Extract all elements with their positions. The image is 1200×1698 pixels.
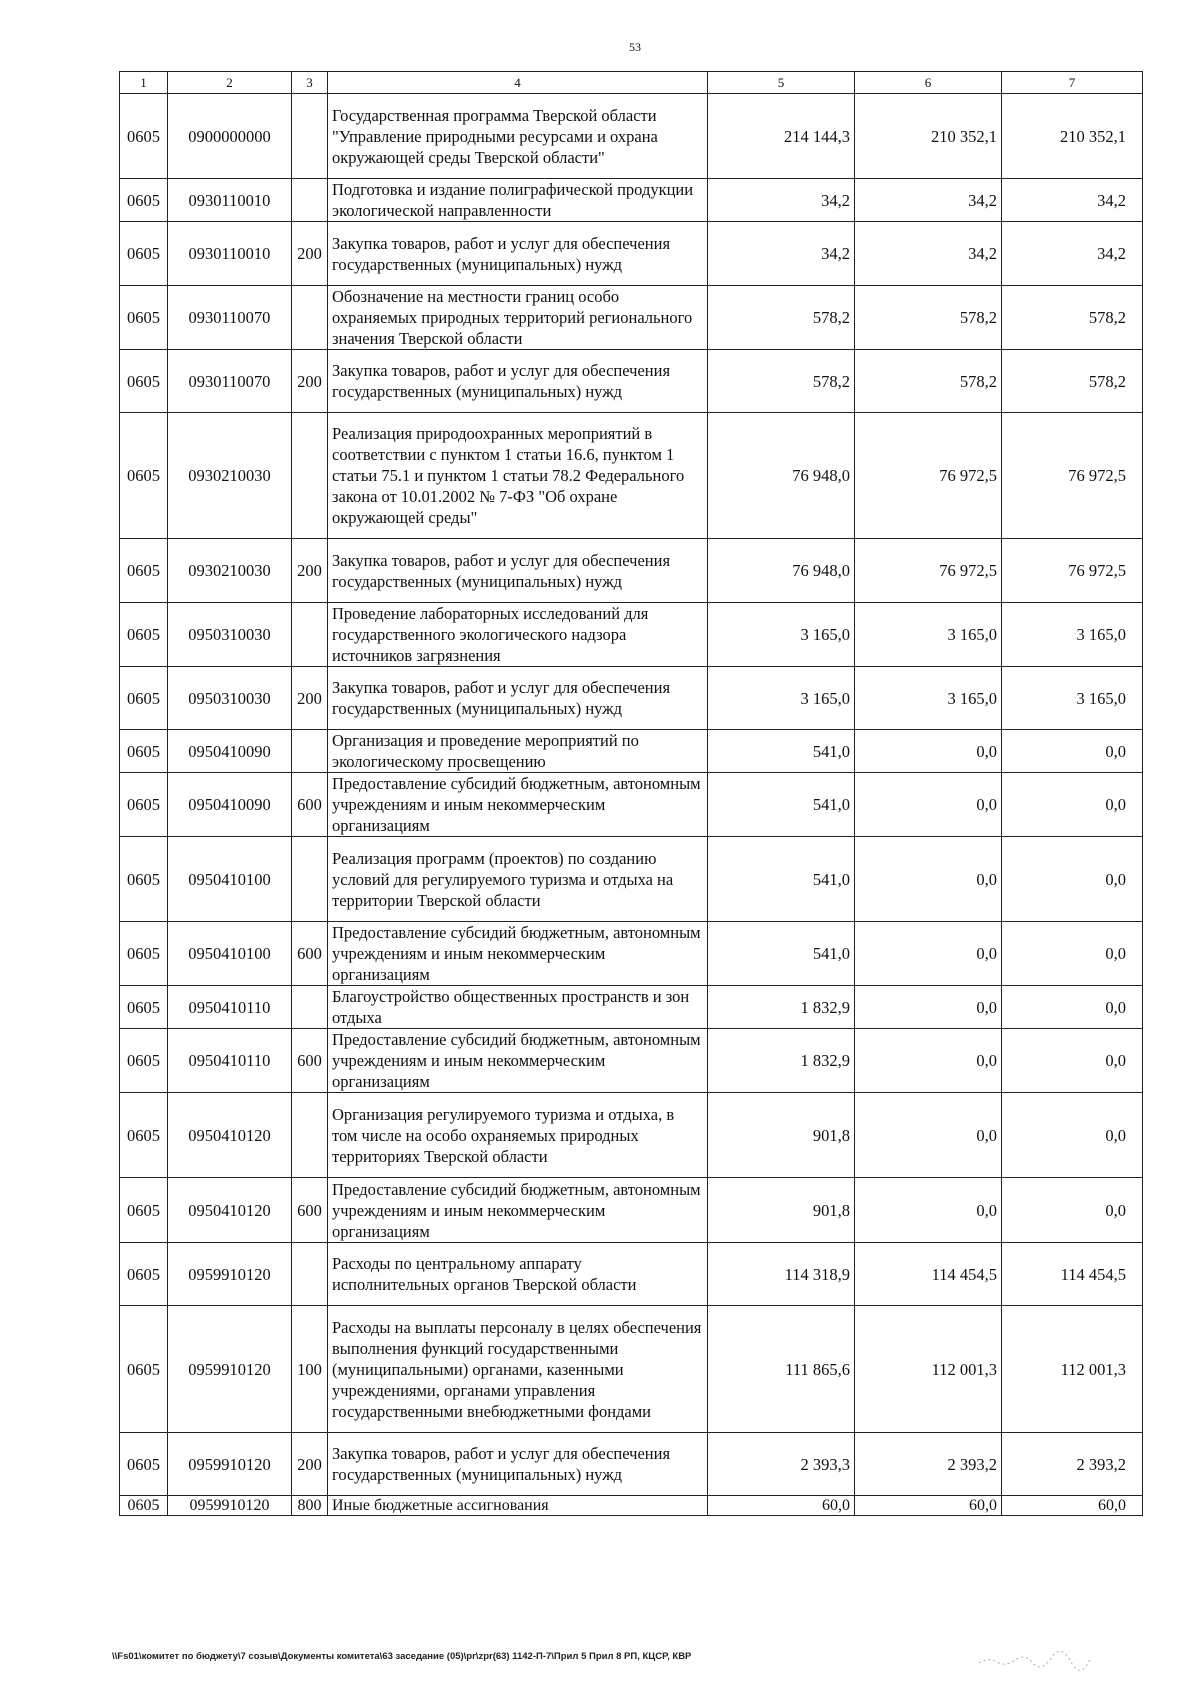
amount-year-3-cell: 0,0 (1002, 837, 1143, 922)
item-name-cell: Реализация программ (проектов) по созданию условий для регулируемого туризма и отдыха на территории Тверской области (328, 837, 708, 922)
section-code-cell: 0605 (120, 1306, 168, 1433)
item-name-cell: Благоустройство общественных пространств и зон отдыха (328, 986, 708, 1029)
section-code-cell: 0605 (120, 773, 168, 837)
expense-type-code-cell (292, 413, 328, 539)
table-row (120, 179, 1143, 222)
section-code-cell: 0605 (120, 539, 168, 603)
amount-year-2-cell: 3 165,0 (855, 667, 1002, 730)
expense-type-code-cell (292, 603, 328, 667)
amount-year-3-cell: 60,0 (1002, 1496, 1143, 1516)
amount-year-3-cell: 112 001,3 (1002, 1306, 1143, 1433)
amount-year-2-cell: 578,2 (855, 350, 1002, 413)
item-name-cell: Предоставление субсидий бюджетным, автономным учреждениям и иным некоммерческим организациям (328, 1029, 708, 1093)
item-name-cell: Расходы по центральному аппарату исполнительных органов Тверской области (328, 1243, 708, 1306)
header-cell: 4 (328, 72, 708, 94)
section-code-cell: 0605 (120, 1496, 168, 1516)
table-row (120, 837, 1143, 922)
expense-type-code-cell: 600 (292, 922, 328, 986)
amount-year-1-cell: 214 144,3 (708, 94, 855, 179)
header-cell: 7 (1002, 72, 1143, 94)
target-article-code-cell: 0950410100 (168, 922, 292, 986)
expense-type-code-cell: 200 (292, 1433, 328, 1496)
item-name-cell: Закупка товаров, работ и услуг для обеспечения государственных (муниципальных) нужд (328, 1433, 708, 1496)
amount-year-2-cell: 0,0 (855, 1178, 1002, 1243)
amount-year-3-cell: 76 972,5 (1002, 413, 1143, 539)
target-article-code-cell: 0930210030 (168, 413, 292, 539)
amount-year-3-cell: 578,2 (1002, 286, 1143, 350)
item-name-cell: Предоставление субсидий бюджетным, автономным учреждениям и иным некоммерческим организациям (328, 922, 708, 986)
amount-year-2-cell: 34,2 (855, 179, 1002, 222)
amount-year-2-cell: 76 972,5 (855, 413, 1002, 539)
target-article-code-cell: 0959910120 (168, 1306, 292, 1433)
amount-year-1-cell: 541,0 (708, 730, 855, 773)
expense-type-code-cell (292, 730, 328, 773)
amount-year-3-cell: 0,0 (1002, 922, 1143, 986)
target-article-code-cell: 0950410120 (168, 1178, 292, 1243)
amount-year-1-cell: 2 393,3 (708, 1433, 855, 1496)
table-row (120, 1243, 1143, 1306)
header-cell: 6 (855, 72, 1002, 94)
table-row (120, 730, 1143, 773)
expense-type-code-cell (292, 1243, 328, 1306)
amount-year-1-cell: 3 165,0 (708, 667, 855, 730)
item-name-cell: Предоставление субсидий бюджетным, автономным учреждениям и иным некоммерческим организациям (328, 1178, 708, 1243)
table-row (120, 413, 1143, 539)
amount-year-2-cell: 114 454,5 (855, 1243, 1002, 1306)
table-row (120, 1496, 1143, 1516)
amount-year-2-cell: 112 001,3 (855, 1306, 1002, 1433)
amount-year-1-cell: 3 165,0 (708, 603, 855, 667)
table-row (120, 94, 1143, 179)
target-article-code-cell: 0950410110 (168, 1029, 292, 1093)
section-code-cell: 0605 (120, 837, 168, 922)
item-name-cell: Предоставление субсидий бюджетным, автономным учреждениям и иным некоммерческим организациям (328, 773, 708, 837)
amount-year-2-cell: 3 165,0 (855, 603, 1002, 667)
amount-year-3-cell: 34,2 (1002, 179, 1143, 222)
target-article-code-cell: 0950310030 (168, 667, 292, 730)
item-name-cell: Закупка товаров, работ и услуг для обеспечения государственных (муниципальных) нужд (328, 222, 708, 286)
target-article-code-cell: 0930110070 (168, 350, 292, 413)
amount-year-2-cell: 34,2 (855, 222, 1002, 286)
target-article-code-cell: 0930210030 (168, 539, 292, 603)
table-row (120, 1306, 1143, 1433)
amount-year-2-cell: 0,0 (855, 986, 1002, 1029)
amount-year-1-cell: 76 948,0 (708, 413, 855, 539)
expense-type-code-cell: 600 (292, 1178, 328, 1243)
table-row (120, 986, 1143, 1029)
amount-year-1-cell: 114 318,9 (708, 1243, 855, 1306)
table-row (120, 222, 1143, 286)
section-code-cell: 0605 (120, 1178, 168, 1243)
item-name-cell: Закупка товаров, работ и услуг для обеспечения государственных (муниципальных) нужд (328, 667, 708, 730)
section-code-cell: 0605 (120, 1433, 168, 1496)
amount-year-1-cell: 901,8 (708, 1178, 855, 1243)
table-row (120, 773, 1143, 837)
amount-year-3-cell: 210 352,1 (1002, 94, 1143, 179)
amount-year-3-cell: 3 165,0 (1002, 603, 1143, 667)
target-article-code-cell: 0950410110 (168, 986, 292, 1029)
item-name-cell: Организация и проведение мероприятий по экологическому просвещению (328, 730, 708, 773)
item-name-cell: Обозначение на местности границ особо охраняемых природных территорий регионального значения Тверской области (328, 286, 708, 350)
amount-year-1-cell: 34,2 (708, 222, 855, 286)
expense-type-code-cell: 600 (292, 773, 328, 837)
table-row (120, 1093, 1143, 1178)
expense-type-code-cell: 200 (292, 222, 328, 286)
item-name-cell: Проведение лабораторных исследований для государственного экологического надзора источников загрязнения (328, 603, 708, 667)
table-row (120, 922, 1143, 986)
handwritten-mark (975, 1647, 1095, 1671)
item-name-cell: Организация регулируемого туризма и отдыха, в том числе на особо охраняемых природных территориях Тверской области (328, 1093, 708, 1178)
amount-year-1-cell: 60,0 (708, 1496, 855, 1516)
target-article-code-cell: 0959910120 (168, 1433, 292, 1496)
expense-type-code-cell: 800 (292, 1496, 328, 1516)
section-code-cell: 0605 (120, 1029, 168, 1093)
amount-year-1-cell: 76 948,0 (708, 539, 855, 603)
target-article-code-cell: 0930110010 (168, 222, 292, 286)
table-row (120, 350, 1143, 413)
section-code-cell: 0605 (120, 179, 168, 222)
item-name-cell: Закупка товаров, работ и услуг для обеспечения государственных (муниципальных) нужд (328, 539, 708, 603)
amount-year-3-cell: 3 165,0 (1002, 667, 1143, 730)
amount-year-2-cell: 76 972,5 (855, 539, 1002, 603)
expense-type-code-cell (292, 94, 328, 179)
budget-table (119, 71, 1143, 1516)
expense-type-code-cell: 200 (292, 667, 328, 730)
item-name-cell: Иные бюджетные ассигнования (328, 1496, 708, 1516)
amount-year-1-cell: 578,2 (708, 350, 855, 413)
amount-year-3-cell: 0,0 (1002, 773, 1143, 837)
amount-year-3-cell: 0,0 (1002, 730, 1143, 773)
header-cell: 2 (168, 72, 292, 94)
item-name-cell: Расходы на выплаты персоналу в целях обеспечения выполнения функций государственными (муниципальными) органами, казенными учреждениями, органами управления государственными внебюджетными фондами (328, 1306, 708, 1433)
expense-type-code-cell: 600 (292, 1029, 328, 1093)
expense-type-code-cell (292, 286, 328, 350)
amount-year-3-cell: 0,0 (1002, 1029, 1143, 1093)
amount-year-2-cell: 0,0 (855, 1093, 1002, 1178)
table-row (120, 1433, 1143, 1496)
amount-year-1-cell: 541,0 (708, 773, 855, 837)
target-article-code-cell: 0959910120 (168, 1496, 292, 1516)
amount-year-1-cell: 541,0 (708, 837, 855, 922)
section-code-cell: 0605 (120, 1093, 168, 1178)
expense-type-code-cell: 100 (292, 1306, 328, 1433)
target-article-code-cell: 0959910120 (168, 1243, 292, 1306)
amount-year-1-cell: 1 832,9 (708, 986, 855, 1029)
amount-year-3-cell: 578,2 (1002, 350, 1143, 413)
amount-year-3-cell: 76 972,5 (1002, 539, 1143, 603)
section-code-cell: 0605 (120, 286, 168, 350)
expense-type-code-cell: 200 (292, 350, 328, 413)
header-cell: 3 (292, 72, 328, 94)
amount-year-2-cell: 0,0 (855, 730, 1002, 773)
amount-year-1-cell: 901,8 (708, 1093, 855, 1178)
table-row (120, 539, 1143, 603)
footer-file-path: \\Fs01\комитет по бюджету\7 созыв\Документы комитета\63 заседание (05)\pr\zpr(63) 1142-П-7\Прил 5 Прил 8 РП, КЦСР, КВР (112, 1651, 692, 1662)
expense-type-code-cell (292, 837, 328, 922)
target-article-code-cell: 0900000000 (168, 94, 292, 179)
section-code-cell: 0605 (120, 94, 168, 179)
amount-year-1-cell: 1 832,9 (708, 1029, 855, 1093)
amount-year-3-cell: 34,2 (1002, 222, 1143, 286)
page-number: 53 (629, 40, 641, 54)
section-code-cell: 0605 (120, 350, 168, 413)
target-article-code-cell: 0950310030 (168, 603, 292, 667)
amount-year-2-cell: 210 352,1 (855, 94, 1002, 179)
section-code-cell: 0605 (120, 603, 168, 667)
expense-type-code-cell (292, 179, 328, 222)
amount-year-3-cell: 0,0 (1002, 1178, 1143, 1243)
amount-year-1-cell: 34,2 (708, 179, 855, 222)
section-code-cell: 0605 (120, 413, 168, 539)
expense-type-code-cell (292, 986, 328, 1029)
item-name-cell: Подготовка и издание полиграфической продукции экологической направленности (328, 179, 708, 222)
section-code-cell: 0605 (120, 667, 168, 730)
amount-year-2-cell: 578,2 (855, 286, 1002, 350)
target-article-code-cell: 0930110070 (168, 286, 292, 350)
amount-year-3-cell: 114 454,5 (1002, 1243, 1143, 1306)
section-code-cell: 0605 (120, 986, 168, 1029)
amount-year-3-cell: 0,0 (1002, 1093, 1143, 1178)
section-code-cell: 0605 (120, 1243, 168, 1306)
header-cell: 1 (120, 72, 168, 94)
amount-year-2-cell: 60,0 (855, 1496, 1002, 1516)
section-code-cell: 0605 (120, 922, 168, 986)
header-row (120, 72, 1143, 94)
amount-year-3-cell: 0,0 (1002, 986, 1143, 1029)
table-row (120, 286, 1143, 350)
target-article-code-cell: 0930110010 (168, 179, 292, 222)
item-name-cell: Реализация природоохранных мероприятий в соответствии с пунктом 1 статьи 16.6, пунктом 1 статьи 75.1 и пунктом 1 статьи 78.2 Федерального закона от 10.01.2002 № 7-ФЗ "Об охране окружающей среды" (328, 413, 708, 539)
amount-year-2-cell: 0,0 (855, 922, 1002, 986)
expense-type-code-cell (292, 1093, 328, 1178)
target-article-code-cell: 0950410100 (168, 837, 292, 922)
item-name-cell: Государственная программа Тверской области "Управление природными ресурсами и охрана окружающей среды Тверской области" (328, 94, 708, 179)
amount-year-2-cell: 0,0 (855, 1029, 1002, 1093)
table-row (120, 1178, 1143, 1243)
amount-year-3-cell: 2 393,2 (1002, 1433, 1143, 1496)
item-name-cell: Закупка товаров, работ и услуг для обеспечения государственных (муниципальных) нужд (328, 350, 708, 413)
section-code-cell: 0605 (120, 730, 168, 773)
amount-year-1-cell: 578,2 (708, 286, 855, 350)
amount-year-2-cell: 0,0 (855, 773, 1002, 837)
target-article-code-cell: 0950410090 (168, 773, 292, 837)
target-article-code-cell: 0950410120 (168, 1093, 292, 1178)
table-row (120, 667, 1143, 730)
amount-year-1-cell: 541,0 (708, 922, 855, 986)
target-article-code-cell: 0950410090 (168, 730, 292, 773)
amount-year-1-cell: 111 865,6 (708, 1306, 855, 1433)
table-row (120, 1029, 1143, 1093)
expense-type-code-cell: 200 (292, 539, 328, 603)
table-row (120, 603, 1143, 667)
amount-year-2-cell: 0,0 (855, 837, 1002, 922)
header-cell: 5 (708, 72, 855, 94)
amount-year-2-cell: 2 393,2 (855, 1433, 1002, 1496)
section-code-cell: 0605 (120, 222, 168, 286)
